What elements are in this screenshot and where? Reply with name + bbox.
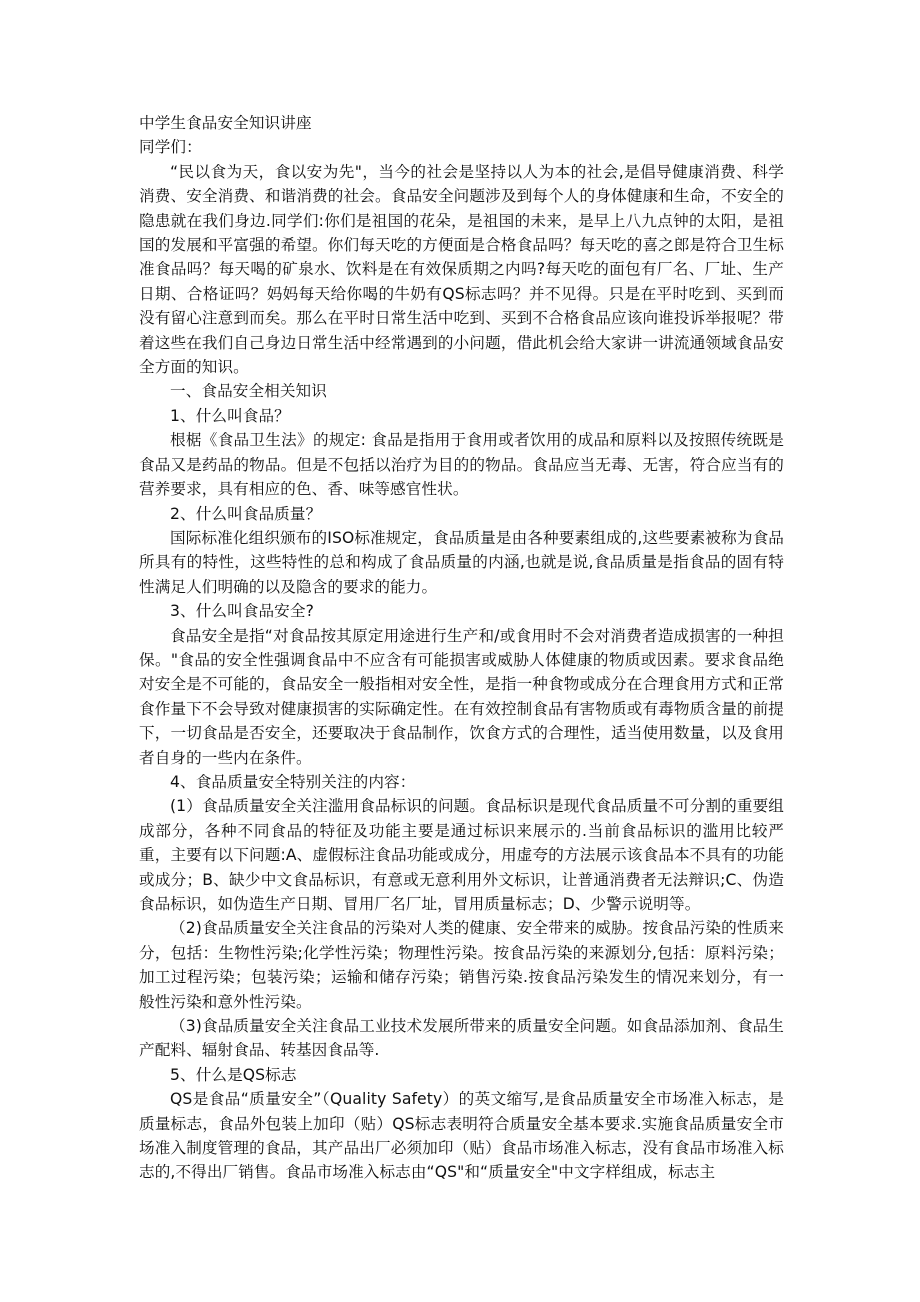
document-title: 中学生食品安全知识讲座 bbox=[139, 114, 312, 132]
point-4-1: (1）食品质量安全关注滥用食品标识的问题。食品标识是现代食品质量不可分割的重要组成部分，各种不同食品的特征及功能主要是通过标识来展示的.当前食品标识的滥用比较严重，主要有以下问题:A、虚假标注食品功能或成分，用虚夸的方法展示该食品本不具有的功能或成分；B、缺少中文食品标识，有意或无意利用外文标识，让普通消费者无法辩识;C、伪造食品标识，如伪造生产日期、冒用厂名厂址，冒用质量标志；D、少警示说明等。 bbox=[139, 797, 784, 913]
question-1: 1、什么叫食品？ bbox=[170, 406, 290, 425]
question-2: 2、什么叫食品质量？ bbox=[170, 504, 322, 523]
answer-2: 国际标准化组织颁布的ISO标准规定，食品质量是由各种要素组成的,这些要素被称为食品所具有的特性，这些特性的总和构成了食品质量的内涵,也就是说,食品质量是指食品的固有特性满足人们明确的以及隐含的要求的能力。 bbox=[139, 528, 784, 596]
greeting: 同学们： bbox=[139, 138, 202, 157]
question-3: 3、什么叫食品安全? bbox=[170, 602, 314, 621]
question-5: 5、什么是QS标志 bbox=[170, 1065, 297, 1084]
section-heading-1: 一、食品安全相关知识 bbox=[170, 382, 327, 401]
answer-3: 食品安全是指“对食品按其原定用途进行生产和/或食用时不会对消费者造成损害的一种担保。"食品的安全性强调食品中不应含有可能损害或威胁人体健康的物质或因素。要求食品绝对安全是不可能的，食品安全一般指相对安全性，是指一种食物或成分在合理食用方式和正常食作量下不会导致对健康损害的实际确定性。在有效控制食品有害物质或有毒物质含量的前提下，一切食品是否安全，还要取决于食品制作，饮食方式的合理性，适当使用数量，以及食用者自身的一些内在条件。 bbox=[139, 626, 784, 767]
point-4-3: （3)食品质量安全关注食品工业技术发展所带来的质量安全问题。如食品添加剂、食品生产配料、辐射食品、转基因食品等. bbox=[139, 1017, 784, 1060]
point-4-2: （2)食品质量安全关注食品的污染对人类的健康、安全带来的威胁。按食品污染的性质来分，包括：生物性污染;化学性污染；物理性污染。按食品污染的来源划分,包括：原料污染；加工过程污染；包装污染；运输和储存污染；销售污染.按食品污染发生的情况来划分，有一般性污染和意外性污染。 bbox=[139, 919, 784, 1011]
intro-paragraph: “民以食为天，食以安为先"，当今的社会是坚持以人为本的社会,是倡导健康消费、科学消费、安全消费、和谐消费的社会。食品安全问题涉及到每个人的身体健康和生命，不安全的隐患就在我们身边.同学们:你们是祖国的花朵，是祖国的未来，是早上八九点钟的太阳，是祖国的发展和平富强的希望。你们每天吃的方便面是合格食品吗？每天吃的喜之郎是符合卫生标准食品吗？每天喝的矿泉水、饮料是在有效保质期之内吗?每天吃的面包有厂名、厂址、生产日期、合格证吗？妈妈每天给你喝的牛奶有QS标志吗？并不见得。只是在平时吃到、买到而没有留心注意到而矣。那么在平时日常生活中吃到、买到不合格食品应该向谁投诉举报呢？带着这些在我们自己身边日常生活中经常遇到的小问题，借此机会给大家讲一讲流通领域食品安全方面的知识。 bbox=[139, 162, 784, 377]
document-page bbox=[139, 111, 784, 1185]
answer-5: QS是食品“质量安全”（Quality Safety）的英文缩写,是食品质量安全市场准入标志，是质量标志，食品外包装上加印（贴）QS标志表明符合质量安全基本要求.实施食品质量安全市场准入制度管理的食品，其产品出厂必须加印（贴）食品市场准入标志，没有食品市场准入标志的,不得出厂销售。食品市场准入标志由“QS"和“质量安全"中文字样组成，标志主 bbox=[139, 1090, 784, 1182]
answer-1: 根椐《食品卫生法》的规定: 食品是指用于食用或者饮用的成品和原料以及按照传统既是食品又是药品的物品。但是不包括以治疗为目的的物品。食品应当无毒、无害，符合应当有的营养要求，具有相应的色、香、味等感官性状。 bbox=[139, 431, 784, 499]
question-4: 4、食品质量安全特别关注的内容： bbox=[170, 772, 416, 791]
